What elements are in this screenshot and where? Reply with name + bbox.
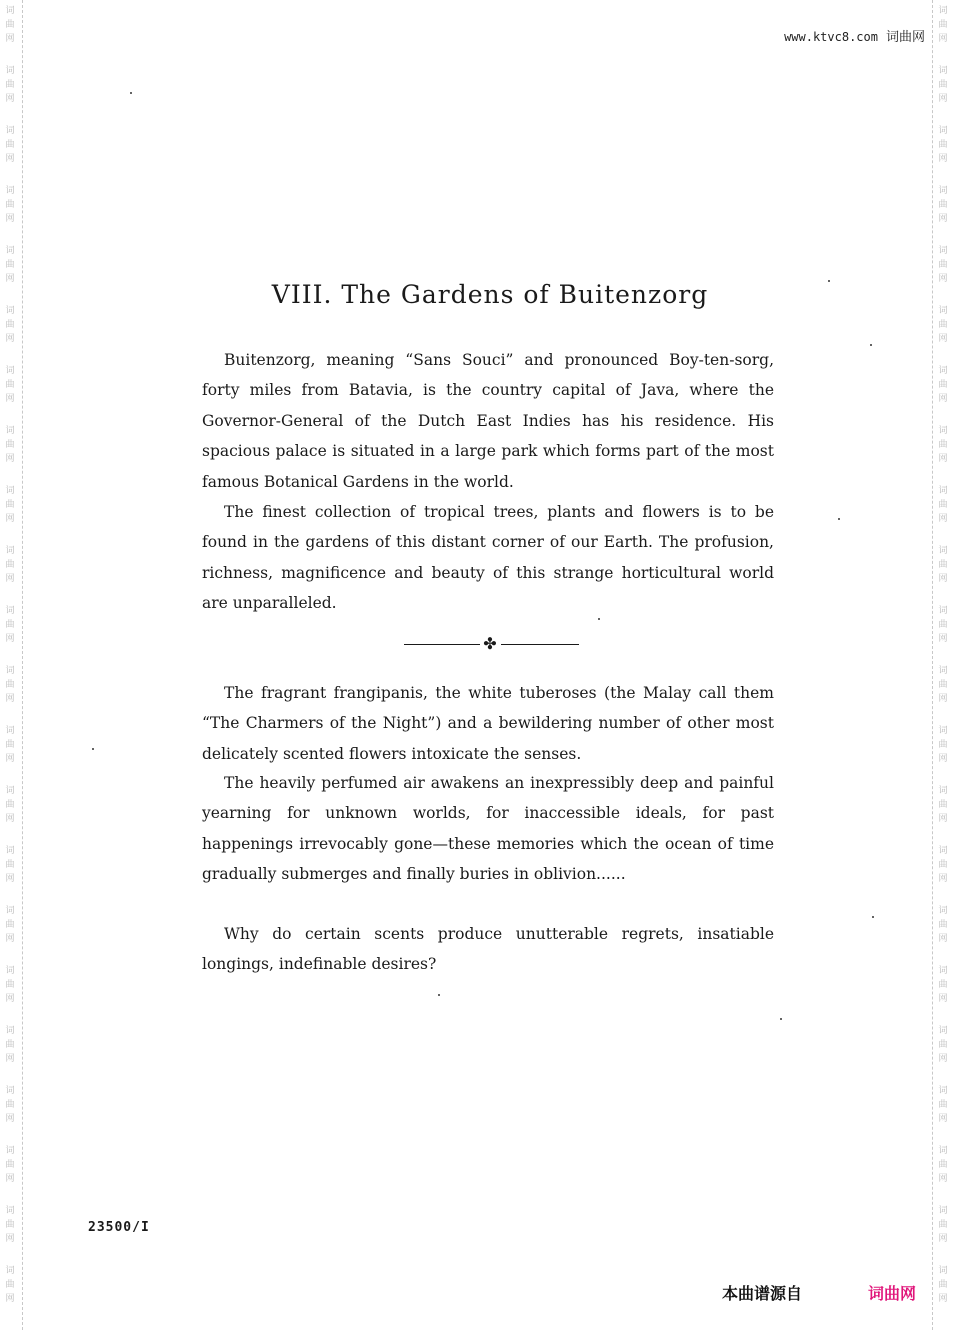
- margin-stamp: 词曲网: [938, 606, 948, 644]
- scan-speck: [838, 518, 840, 520]
- margin-stamp: 词曲网: [5, 666, 15, 704]
- margin-stamp: 词曲网: [5, 1026, 15, 1064]
- margin-stamp: 词曲网: [5, 246, 15, 284]
- margin-stamp: 词曲网: [5, 126, 15, 164]
- source-label: 本曲谱源自: [722, 1284, 803, 1303]
- scan-speck: [780, 1018, 782, 1020]
- scan-speck: [598, 618, 600, 620]
- margin-stamp: 词曲网: [938, 966, 948, 1004]
- margin-stamp: 词曲网: [938, 1026, 948, 1064]
- margin-stamp: 词曲网: [5, 606, 15, 644]
- margin-stamp: 词曲网: [938, 846, 948, 884]
- margin-stamp: 词曲网: [5, 66, 15, 104]
- paragraph-question: Why do certain scents produce unutterable regrets, insatiable longings, indefinable desires?: [202, 925, 774, 974]
- margin-stamp: 词曲网: [5, 546, 15, 584]
- margin-stamp: 词曲网: [938, 1266, 948, 1304]
- margin-stamp: 词曲网: [938, 306, 948, 344]
- margin-stamp: 词曲网: [5, 1206, 15, 1244]
- paragraph-collection: The finest collection of tropical trees, plants and flowers is to be found in the gardens of this distant corner of our Earth. The profusion, richness, magnificence and beauty of this strange horticultural world are unparalleled.: [202, 503, 774, 613]
- chapter-title: VIII. The Gardens of Buitenzorg: [271, 280, 709, 309]
- margin-stamp: 词曲网: [5, 786, 15, 824]
- margin-stamp: 词曲网: [5, 846, 15, 884]
- scan-speck: [438, 994, 440, 996]
- paragraph-yearning: The heavily perfumed air awakens an inexpressibly deep and painful yearning for unknown worlds, for inaccessible ideals, for past happenings irrevocably gone—these memories which the ocean of time gradually submerges and finally buries in oblivion......: [202, 774, 774, 884]
- scan-speck: [870, 344, 872, 346]
- divider-ornament-icon: ✤: [483, 634, 497, 653]
- margin-stamp: 词曲网: [938, 1146, 948, 1184]
- margin-stamp: 词曲网: [5, 906, 15, 944]
- margin-stamp: 词曲网: [5, 426, 15, 464]
- margin-stamp: 词曲网: [5, 1266, 15, 1304]
- site-url-link[interactable]: www.ktvc8.com: [784, 30, 878, 44]
- right-margin-watermark: [932, 0, 955, 1330]
- scan-speck: [828, 280, 830, 282]
- margin-stamp: 词曲网: [938, 1086, 948, 1124]
- divider-rule-right: [501, 644, 579, 645]
- paragraph-flowers: The fragrant frangipanis, the white tuberoses (the Malay call them “The Charmers of the Night”) and a bewildering number of other most delicately scented flowers intoxicate the senses.: [202, 684, 774, 763]
- margin-stamp: 词曲网: [938, 726, 948, 764]
- margin-stamp: 词曲网: [5, 726, 15, 764]
- margin-stamp: 词曲网: [5, 366, 15, 404]
- margin-stamp: 词曲网: [938, 546, 948, 584]
- margin-stamp: 词曲网: [938, 186, 948, 224]
- scan-speck: [130, 92, 132, 94]
- margin-stamp: 词曲网: [938, 66, 948, 104]
- paragraph-intro: Buitenzorg, meaning “Sans Souci” and pronounced Boy-ten-sorg, forty miles from Batavia, is the country capital of Java, where the Governor-General of the Dutch East Indies has his residence. His spacious palace is situated in a large park which forms part of the most famous Botanical Gardens in the world.: [202, 351, 774, 491]
- margin-stamp: 词曲网: [5, 966, 15, 1004]
- margin-stamp: 词曲网: [938, 786, 948, 824]
- left-margin-watermark: [0, 0, 23, 1330]
- plate-number: 23500/I: [88, 1220, 150, 1235]
- margin-stamp: 词曲网: [938, 486, 948, 524]
- margin-stamp: 词曲网: [5, 1086, 15, 1124]
- margin-stamp: 词曲网: [938, 906, 948, 944]
- margin-stamp: 词曲网: [938, 6, 948, 44]
- margin-stamp: 词曲网: [5, 486, 15, 524]
- divider-rule-left: [404, 644, 480, 645]
- margin-stamp: 词曲网: [938, 1206, 948, 1244]
- site-header: [784, 26, 925, 45]
- scan-speck: [92, 748, 94, 750]
- margin-stamp: 词曲网: [938, 666, 948, 704]
- source-site-link[interactable]: 词曲网: [868, 1284, 917, 1303]
- scan-speck: [872, 916, 874, 918]
- margin-stamp: 词曲网: [5, 186, 15, 224]
- margin-stamp: 词曲网: [938, 426, 948, 464]
- margin-stamp: 词曲网: [938, 366, 948, 404]
- margin-stamp: 词曲网: [5, 1146, 15, 1184]
- margin-stamp: 词曲网: [938, 246, 948, 284]
- margin-stamp: 词曲网: [5, 6, 15, 44]
- site-brand: 词曲网: [885, 30, 925, 45]
- margin-stamp: 词曲网: [5, 306, 15, 344]
- section-divider: [404, 634, 579, 654]
- margin-stamp: 词曲网: [938, 126, 948, 164]
